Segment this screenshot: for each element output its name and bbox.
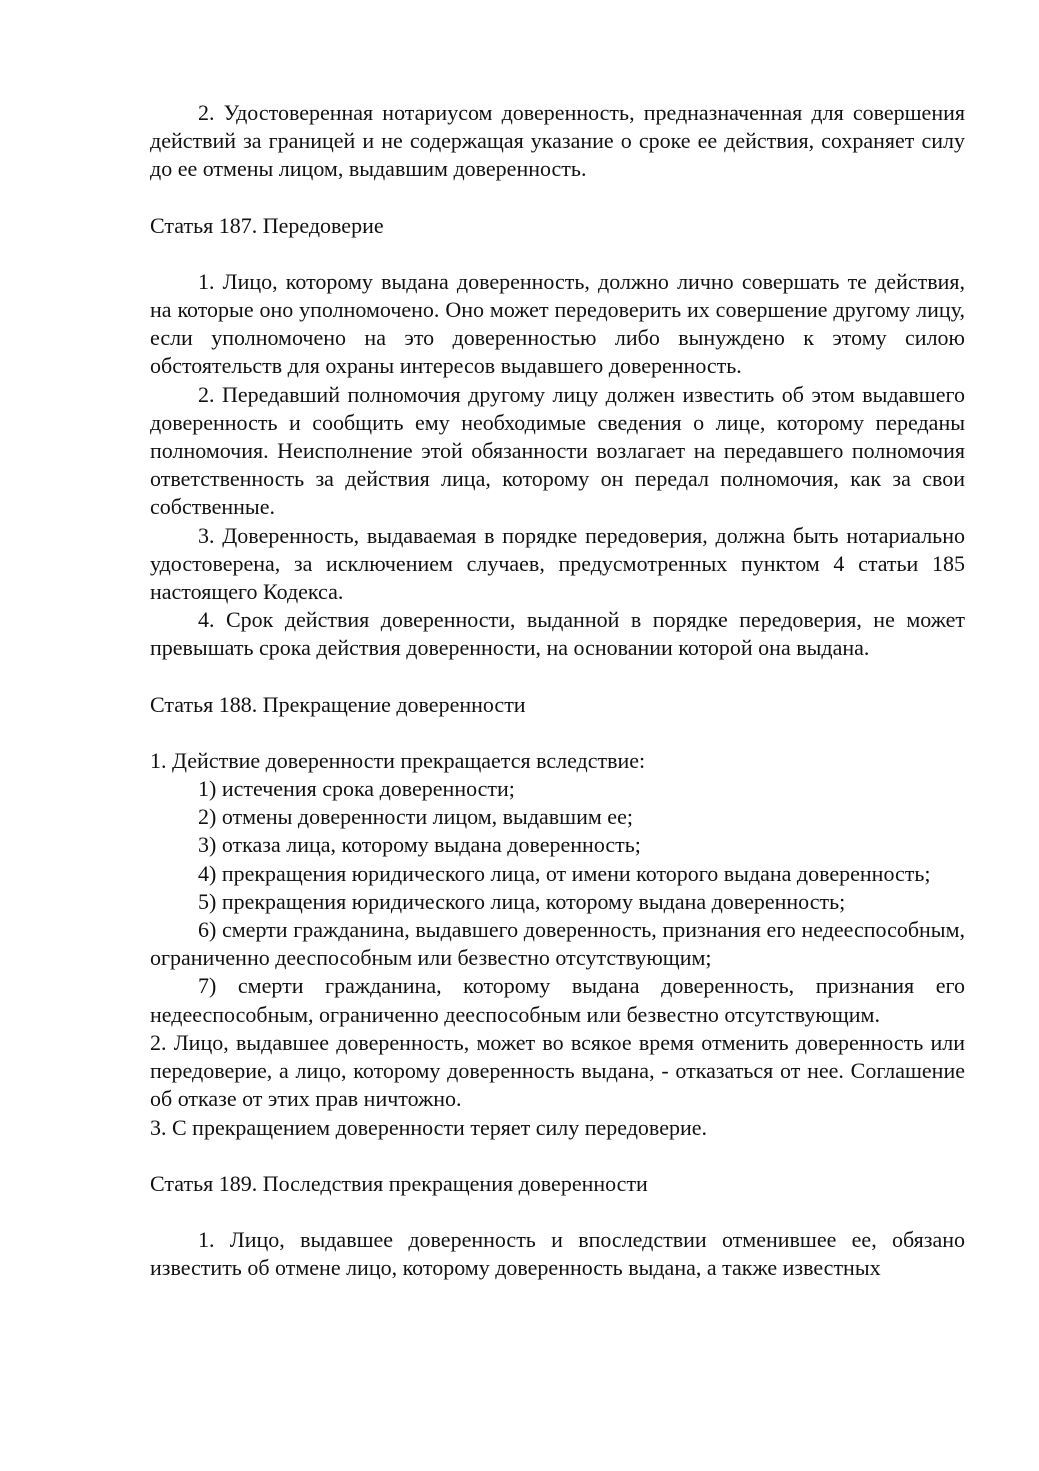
- paragraph: 6) смерти гражданина, выдавшего доверенность, признания его недееспособным, ограниченно дееспособным или безвестно отсутствующим;: [150, 917, 965, 971]
- paragraph: 1. Лицо, выдавшее доверенность и впоследствии отменившее ее, обязано известить об отмене лицо, которому доверенность выдана, а также известных: [150, 1226, 965, 1281]
- article-heading: Статья 187. Передоверие: [150, 212, 384, 238]
- paragraph: 2) отмены доверенности лицом, выдавшим ее;: [198, 804, 633, 830]
- paragraph: 3. С прекращением доверенности теряет силу передоверие.: [150, 1114, 707, 1140]
- paragraph: 2. Передавший полномочия другому лицу должен известить об этом выдавшего доверенность и сообщить ему необходимые сведения о лице, которому переданы полномочия. Неисполнение этой обязанности возлагает на передавшего полномочия ответственность за действия лица, которому он передал полномочия, как за свои собственные.: [150, 381, 965, 520]
- paragraph: 7) смерти гражданина, которому выдана доверенность, признания его недееспособным, ограниченно дееспособным или безвестно отсутствующим.: [150, 973, 965, 1027]
- paragraph: 1) истечения срока доверенности;: [198, 776, 515, 802]
- paragraph: 3) отказа лица, которому выдана доверенность;: [198, 832, 641, 858]
- paragraph: 3. Доверенность, выдаваемая в порядке передоверия, должна быть нотариально удостоверена, за исключением случаев, предусмотренных пунктом 4 статьи 185 настоящего Кодекса.: [150, 522, 965, 605]
- article-heading: Статья 189. Последствия прекращения доверенности: [150, 1170, 648, 1196]
- document-page: [150, 99, 965, 1282]
- paragraph: 4. Срок действия доверенности, выданной в порядке передоверия, не может превышать срока действия доверенности, на основании которой она выдана.: [150, 607, 965, 661]
- article-heading: Статья 188. Прекращение доверенности: [150, 691, 526, 717]
- paragraph: 1. Лицо, которому выдана доверенность, должно лично совершать те действия, на которые оно уполномочено. Оно может передоверить их совершение другому лицу, если уполномочено на это доверенностью либо вынуждено к этому силою обстоятельств для охраны интересов выдавшего доверенность.: [150, 268, 965, 379]
- paragraph: 2. Лицо, выдавшее доверенность, может во всякое время отменить доверенность или передоверие, а лицо, которому доверенность выдана, - отказаться от нее. Соглашение об отказе от этих прав ничтожно.: [150, 1029, 965, 1112]
- paragraph: 1. Действие доверенности прекращается вследствие:: [150, 747, 646, 773]
- paragraph: 2. Удостоверенная нотариусом доверенность, предназначенная для совершения действий за границей и не содержащая указание о сроке ее действия, сохраняет силу до ее отмены лицом, выдавшим доверенность.: [150, 100, 965, 182]
- paragraph: 5) прекращения юридического лица, которому выдана доверенность;: [198, 888, 846, 914]
- paragraph: 4) прекращения юридического лица, от имени которого выдана доверенность;: [198, 860, 931, 886]
